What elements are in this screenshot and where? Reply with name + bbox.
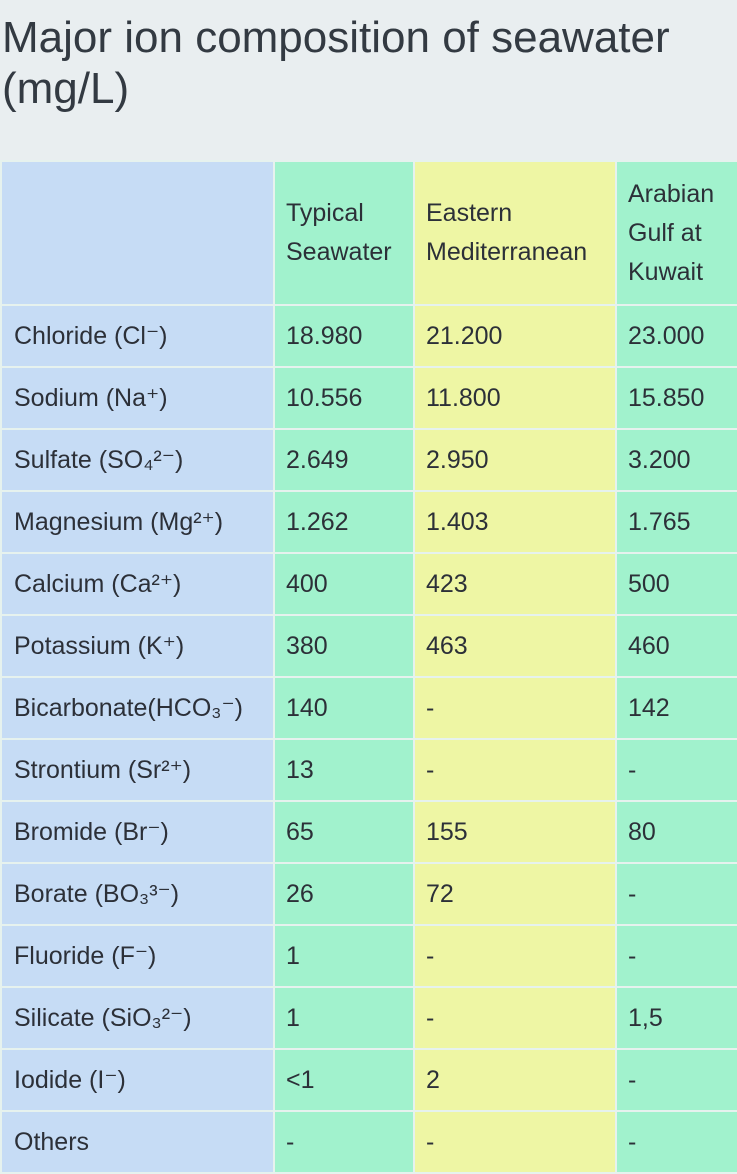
eastern-value-cell: 21.200 (414, 305, 616, 367)
ion-name-cell: Calcium (Ca²⁺) (1, 553, 274, 615)
ion-name-cell: Bicarbonate(HCO₃⁻) (1, 677, 274, 739)
ion-name-cell: Bromide (Br⁻) (1, 801, 274, 863)
table-row (1, 801, 737, 863)
ion-name-cell: Others (1, 1111, 274, 1173)
typical-value-cell: 13 (274, 739, 414, 801)
arabian-value-cell: 1.765 (616, 491, 737, 553)
header-arabian-line-2: Gulf at (628, 218, 702, 247)
ion-composition-table (0, 160, 737, 1174)
typical-value-cell: 1 (274, 925, 414, 987)
table-row (1, 677, 737, 739)
arabian-value-cell: 460 (616, 615, 737, 677)
arabian-value-cell: - (616, 863, 737, 925)
table-row (1, 739, 737, 801)
arabian-value-cell: - (616, 1111, 737, 1173)
ion-name-cell: Iodide (I⁻) (1, 1049, 274, 1111)
typical-value-cell: 400 (274, 553, 414, 615)
typical-value-cell: 1 (274, 987, 414, 1049)
arabian-value-cell: 80 (616, 801, 737, 863)
eastern-value-cell: - (414, 925, 616, 987)
arabian-value-cell: 3.200 (616, 429, 737, 491)
arabian-value-cell: 15.850 (616, 367, 737, 429)
header-eastern-line-2: Mediterranean (426, 238, 588, 266)
table-header-row (1, 161, 737, 305)
typical-value-cell: 26 (274, 863, 414, 925)
typical-value-cell: 1.262 (274, 491, 414, 553)
table-row (1, 1049, 737, 1111)
ion-name-cell: Magnesium (Mg²⁺) (1, 491, 274, 553)
ion-name-cell: Chloride (Cl⁻) (1, 305, 274, 367)
eastern-value-cell: 155 (414, 801, 616, 863)
eastern-value-cell: - (414, 987, 616, 1049)
header-arabian-line-1: Arabian (628, 179, 715, 208)
eastern-value-cell: 463 (414, 615, 616, 677)
header-eastern-mediterranean (414, 161, 616, 305)
table-row (1, 925, 737, 987)
header-eastern-line-1: Eastern (426, 199, 513, 227)
ion-name-cell: Sulfate (SO₄²⁻) (1, 429, 274, 491)
typical-value-cell: 2.649 (274, 429, 414, 491)
eastern-value-cell: 11.800 (414, 367, 616, 429)
eastern-value-cell: 1.403 (414, 491, 616, 553)
arabian-value-cell: 23.000 (616, 305, 737, 367)
arabian-value-cell: - (616, 925, 737, 987)
ion-name-cell: Potassium (K⁺) (1, 615, 274, 677)
typical-value-cell: 10.556 (274, 367, 414, 429)
header-typical-line-2: Seawater (286, 238, 392, 266)
eastern-value-cell: - (414, 739, 616, 801)
ion-name-cell: Strontium (Sr²⁺) (1, 739, 274, 801)
table-row (1, 987, 737, 1049)
header-typical-seawater (274, 161, 414, 305)
typical-value-cell: 18.980 (274, 305, 414, 367)
typical-value-cell: <1 (274, 1049, 414, 1111)
typical-value-cell: - (274, 1111, 414, 1173)
eastern-value-cell: - (414, 1111, 616, 1173)
table-row (1, 615, 737, 677)
title-line-2: (mg/L) (2, 64, 130, 113)
typical-value-cell: 65 (274, 801, 414, 863)
arabian-value-cell: 1,5 (616, 987, 737, 1049)
table-row (1, 429, 737, 491)
eastern-value-cell: 423 (414, 553, 616, 615)
page-title (2, 12, 737, 114)
header-typical-line-1: Typical (286, 199, 364, 227)
ion-name-cell: Silicate (SiO₃²⁻) (1, 987, 274, 1049)
ion-name-cell: Borate (BO₃³⁻) (1, 863, 274, 925)
arabian-value-cell: 500 (616, 553, 737, 615)
eastern-value-cell: - (414, 677, 616, 739)
header-arabian-gulf (616, 161, 737, 305)
typical-value-cell: 140 (274, 677, 414, 739)
arabian-value-cell: - (616, 739, 737, 801)
table-row (1, 1111, 737, 1173)
table-row (1, 863, 737, 925)
table-row (1, 305, 737, 367)
table-row (1, 367, 737, 429)
title-line-1: Major ion composition of seawater (2, 13, 670, 62)
typical-value-cell: 380 (274, 615, 414, 677)
table-row (1, 491, 737, 553)
header-ion-cell (1, 161, 274, 305)
header-arabian-line-3: Kuwait (628, 257, 704, 286)
arabian-value-cell: 142 (616, 677, 737, 739)
arabian-value-cell: - (616, 1049, 737, 1111)
eastern-value-cell: 72 (414, 863, 616, 925)
table-row (1, 553, 737, 615)
eastern-value-cell: 2 (414, 1049, 616, 1111)
ion-name-cell: Fluoride (F⁻) (1, 925, 274, 987)
ion-name-cell: Sodium (Na⁺) (1, 367, 274, 429)
eastern-value-cell: 2.950 (414, 429, 616, 491)
